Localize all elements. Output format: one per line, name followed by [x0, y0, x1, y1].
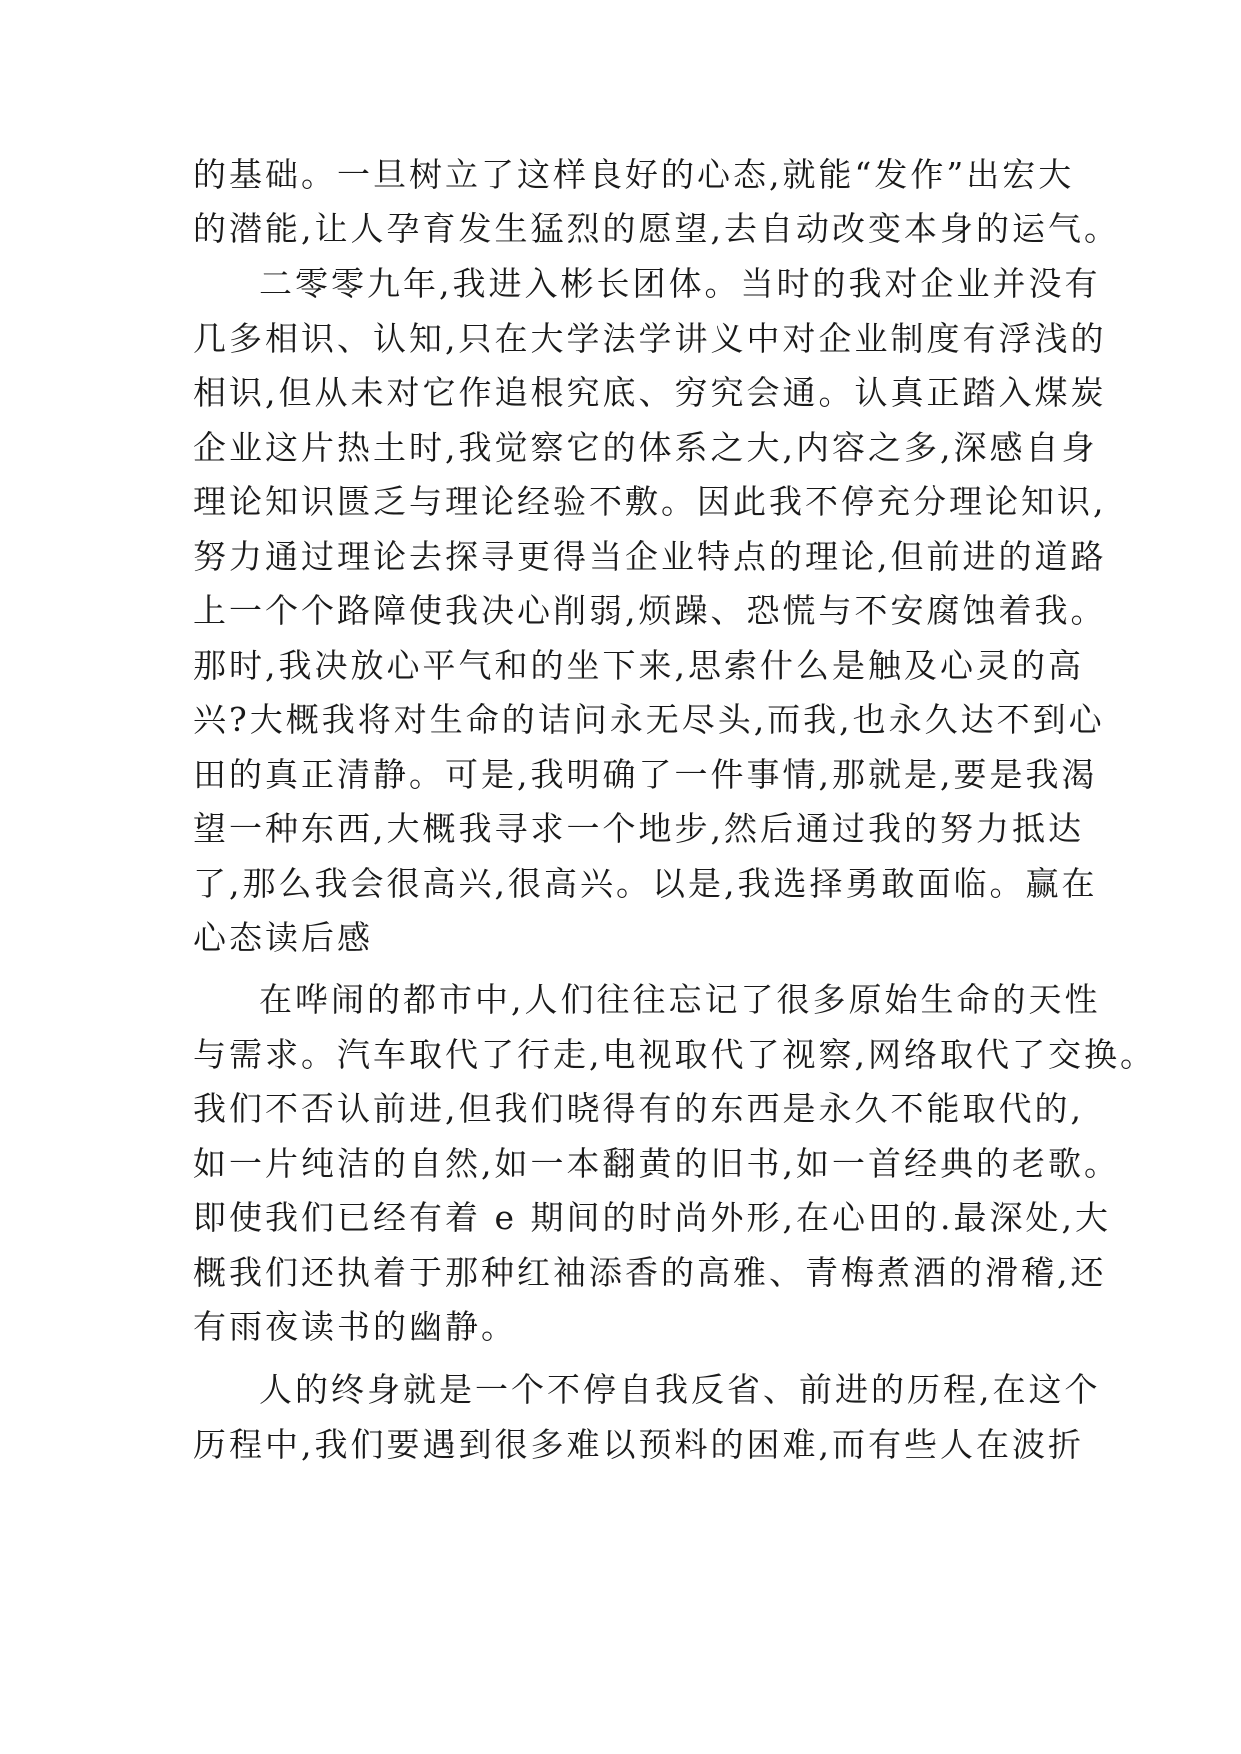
text-line: 心态读后感: [193, 918, 373, 957]
text-line: 有雨夜读书的幽静。: [193, 1307, 517, 1346]
text-line: 兴?大概我将对生命的诘问永无尽头,而我,也永久达不到心: [193, 700, 1105, 739]
text-line: 几多相识、认知,只在大学法学讲义中对企业制度有浮浅的: [193, 319, 1107, 358]
text-line: 历程中,我们要遇到很多难以预料的困难,而有些人在波折: [193, 1425, 1084, 1464]
text-line: 如一片纯洁的自然,如一本翻黄的旧书,如一首经典的老歌。: [193, 1144, 1120, 1183]
text-line: 概我们还执着于那种红袖添香的高雅、青梅煮酒的滑稽,还: [193, 1253, 1107, 1292]
text-line: 我们不否认前进,但我们晓得有的东西是永久不能取代的,: [193, 1089, 1084, 1128]
paragraph-start-line: 在哗闹的都市中,人们往往忘记了很多原始生命的天性: [259, 980, 1101, 1019]
text-line: 上一个个路障使我决心削弱,烦躁、恐慌与不安腐蚀着我。: [193, 591, 1107, 630]
text-line: 企业这片热土时,我觉察它的体系之大,内容之多,深感自身: [193, 428, 1098, 467]
text-line: 努力通过理论去探寻更得当企业特点的理论,但前进的道路: [193, 537, 1107, 576]
text-line: 那时,我决放心平气和的坐下来,思索什么是触及心灵的高: [193, 646, 1084, 685]
text-line: 的基础。一旦树立了这样良好的心态,就能“发作”出宏大: [193, 155, 1075, 194]
text-line: 的潜能,让人孕育发生猛烈的愿望,去自动改变本身的运气。: [193, 209, 1120, 248]
text-line: 相识,但从未对它作追根究底、穷究会通。认真正踏入煤炭: [193, 373, 1107, 412]
paragraph-start-line: 人的终身就是一个不停自我反省、前进的历程,在这个: [259, 1370, 1101, 1409]
text-line: 望一种东西,大概我寻求一个地步,然后通过我的努力抵达: [193, 809, 1084, 848]
paragraph-start-line: 二零零九年,我进入彬长团体。当时的我对企业并没有: [259, 264, 1101, 303]
text-line: 理论知识匮乏与理论经验不敷。因此我不停充分理论知识,: [193, 482, 1107, 521]
text-line: 与需求。汽车取代了行走,电视取代了视察,网络取代了交换。: [193, 1035, 1156, 1074]
text-line: 即使我们已经有着 e 期间的时尚外形,在心田的.最深处,大: [193, 1198, 1111, 1237]
text-line: 了,那么我会很高兴,很高兴。以是,我选择勇敢面临。赢在: [193, 864, 1098, 903]
text-line: 田的真正清静。可是,我明确了一件事情,那就是,要是我渴: [193, 755, 1098, 794]
